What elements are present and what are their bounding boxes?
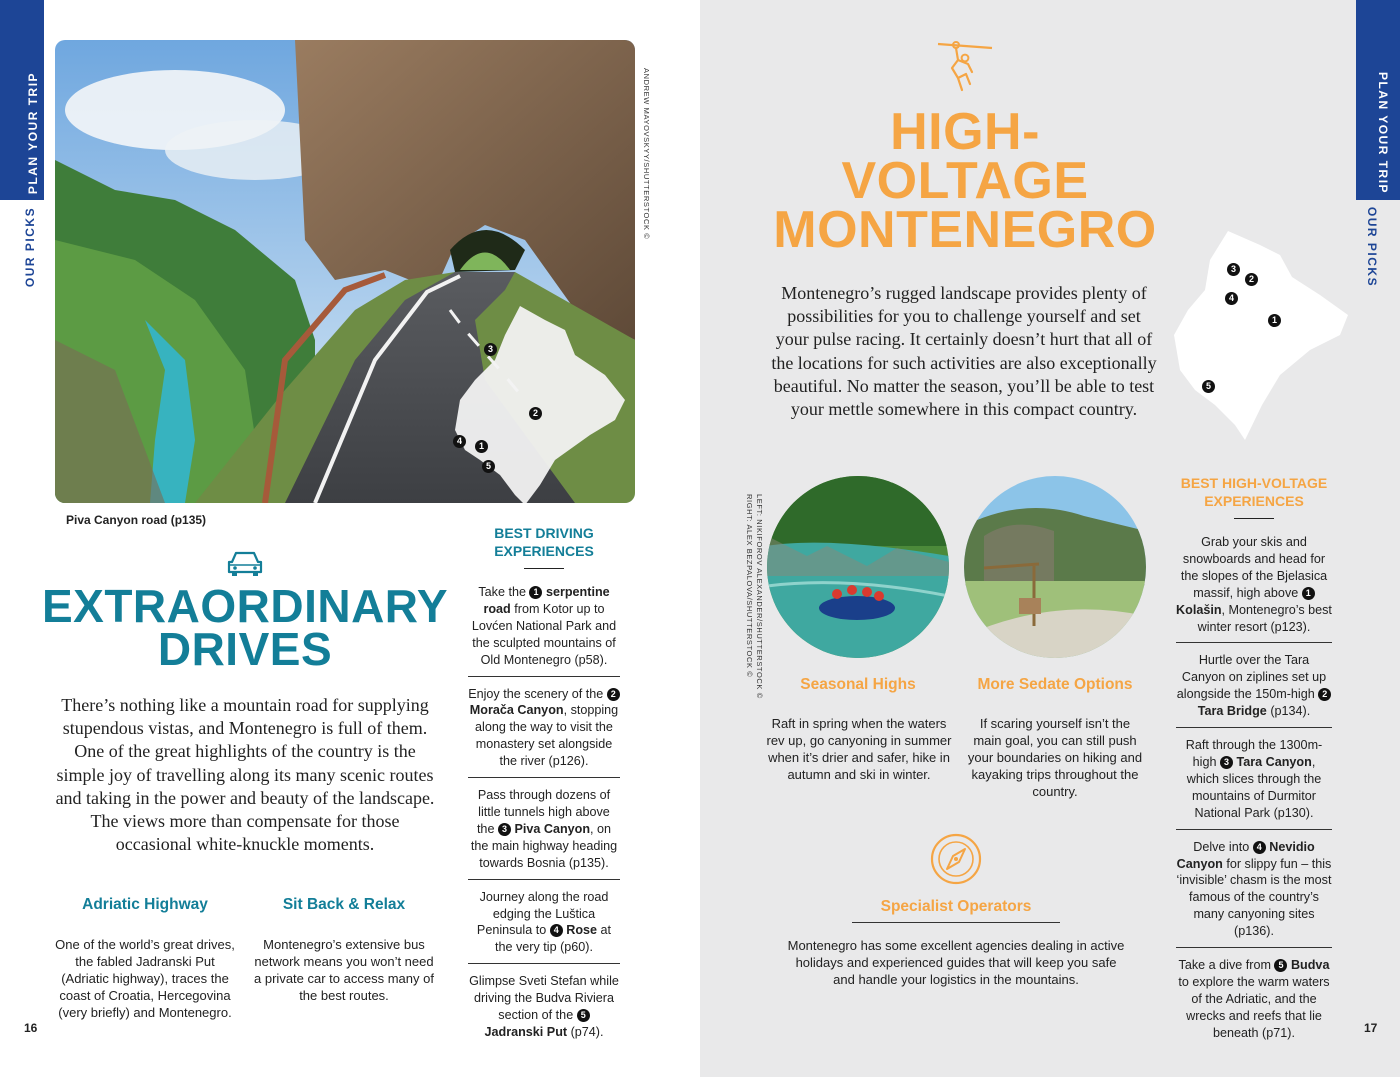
- montenegro-map-inset: [445, 300, 635, 503]
- car-icon: [226, 548, 264, 578]
- sidebar-title: BEST HIGH-VOLTAGE EXPERIENCES: [1180, 475, 1328, 509]
- montenegro-map: [1170, 225, 1350, 445]
- list-item: Pass through dozens of little tunnels high above the 3 Piva Canyon, on the main highway heading towards Bosnia (p135).: [468, 778, 620, 880]
- sidebar-divider: [524, 568, 564, 569]
- right-page: [700, 0, 1400, 1077]
- title-line-1: HIGH-: [890, 103, 1040, 161]
- map-marker-1: 1: [475, 440, 488, 453]
- zipline-icon: [936, 38, 996, 96]
- specialist-operators-heading: Specialist Operators: [880, 898, 1032, 915]
- driving-experiences-sidebar: [468, 524, 620, 1048]
- title-line-1: EXTRAORDINARY: [41, 580, 449, 632]
- page-number: 16: [24, 1021, 38, 1035]
- adriatic-highway-heading: Adriatic Highway: [82, 896, 208, 913]
- map-marker-5: 5: [482, 460, 495, 473]
- hiking-illustration: [964, 476, 1146, 658]
- map-marker-5: 5: [1202, 380, 1215, 393]
- seasonal-highs-text: Raft in spring when the waters rev up, go canyoning in summer when it’s drier and safer, hike in autumn and ski in winter.: [766, 716, 952, 782]
- intro-text: Montenegro’s rugged landscape provides plenty of possibilities for you to challenge yourself and set your pulse racing. It certainly doesn’t hurt that all of the locations for such activities are also exceptionally beautiful. No matter the season, you’ll be able to test your mettle somewhere in this compact country.: [771, 283, 1157, 420]
- page-number: 17: [1364, 1021, 1378, 1035]
- adriatic-highway-text: One of the world’s great drives, the fabled Jadranski Put (Adriatic highway), traces the coast of Croatia, Hercegovina (very briefly) and Montenegro.: [55, 937, 235, 1020]
- seasonal-highs-heading: Seasonal Highs: [800, 676, 916, 693]
- sit-back-relax-text: Montenegro’s extensive bus network means you won’t need a private car to access many of the best routes.: [254, 937, 434, 1003]
- tab-subsection-label: OUR PICKS: [23, 206, 38, 288]
- sidebar-list: [468, 575, 620, 1048]
- list-item: Take the 1 serpentine road from Kotor up to Lovćen National Park and the sculpted mountains of Old Montenegro (p58).: [468, 575, 620, 677]
- rafting-photo: [767, 476, 949, 658]
- title-line-2: DRIVES: [157, 623, 333, 675]
- specialist-operators-text: Montenegro has some excellent agencies dealing in active holidays and experienced guides that will keep you safe and handle your logistics in the mountains.: [787, 938, 1125, 987]
- hiking-photo: [964, 476, 1146, 658]
- page-title: [740, 103, 1190, 259]
- map-marker-2: 2: [529, 407, 542, 420]
- intro-text: There’s nothing like a mountain road for supplying stupendous vistas, and Montenegro is full of them. One of the great highlights of the country is the simple joy of travelling along its many scenic routes and taking in the power and beauty of the landscape. The views more than compensate for those occasional white-knuckle moments.: [55, 695, 435, 855]
- list-item: Take a dive from 5 Budva to explore the warm waters of the Adriatic, and the wrecks and reefs that lie beneath (p71).: [1178, 958, 1330, 1040]
- page-title: [40, 580, 450, 675]
- title-line-2: VOLTAGE: [841, 152, 1089, 210]
- tab-subsection-label: OUR PICKS: [1365, 206, 1380, 288]
- photo-credit-left: LEFT: NIKIFOROV ALEXANDER/SHUTTERSTOCK ©: [755, 494, 764, 699]
- sidebar-list: [1176, 525, 1332, 1049]
- rafting-illustration: [767, 476, 949, 658]
- map-marker-3: 3: [1227, 263, 1240, 276]
- sidebar-divider: [1234, 518, 1274, 519]
- list-item: Delve into 4 Nevidio Canyon for slippy fun – this ‘invisible’ chasm is the most famous of the country’s many canyoning sites (p136).: [1176, 830, 1332, 948]
- list-item: Grab your skis and snowboards and head for the slopes of the Bjelasica massif, high above 1 Kolašin, Montenegro’s best winter resort (p123).: [1176, 525, 1332, 643]
- map-marker-2: 2: [1245, 273, 1258, 286]
- list-item: Hurtle over the Tara Canyon on ziplines set up alongside the 150m-high 2 Tara Bridge (p134).: [1176, 643, 1332, 728]
- sidebar-title: BEST DRIVING EXPERIENCES: [494, 525, 594, 559]
- more-sedate-options-heading: More Sedate Options: [977, 676, 1133, 693]
- high-voltage-sidebar: [1176, 474, 1332, 1049]
- map-marker-4: 4: [1225, 292, 1238, 305]
- compass-icon: [929, 832, 983, 886]
- title-line-3: MONTENEGRO: [773, 201, 1157, 259]
- sit-back-relax-heading: Sit Back & Relax: [282, 896, 406, 913]
- map-marker-1: 1: [1268, 314, 1281, 327]
- photo-credit-right: RIGHT: ALEX BEZPALOVA/SHUTTERSTOCK ©: [745, 494, 754, 678]
- list-item: Raft through the 1300m-high 3 Tara Canyon, which slices through the mountains of Durmitor National Park (p130).: [1176, 728, 1332, 830]
- piva-canyon-photo: [55, 40, 635, 503]
- tab-section-label: PLAN YOUR TRIP: [26, 71, 41, 195]
- more-sedate-options-text: If scaring yourself isn’t the main goal, you can still push your boundaries on hiking and kayaking trips throughout the country.: [967, 716, 1143, 799]
- map-marker-4: 4: [453, 435, 466, 448]
- list-item: Journey along the road edging the Luštica Peninsula to 4 Rose at the very tip (p60).: [468, 880, 620, 965]
- tab-section-label: PLAN YOUR TRIP: [1376, 71, 1391, 195]
- photo-caption: Piva Canyon road (p135): [66, 513, 207, 527]
- list-item: Glimpse Sveti Stefan while driving the Budva Riviera section of the 5 Jadranski Put (p74).: [469, 974, 619, 1039]
- photo-credit: ANDREW MAYOVSKYY/SHUTTERSTOCK ©: [642, 68, 651, 240]
- operators-divider: [852, 922, 1060, 923]
- map-marker-3: 3: [484, 343, 497, 356]
- list-item: Enjoy the scenery of the 2 Morača Canyon, stopping along the way to visit the monastery set alongside the river (p126).: [468, 677, 620, 779]
